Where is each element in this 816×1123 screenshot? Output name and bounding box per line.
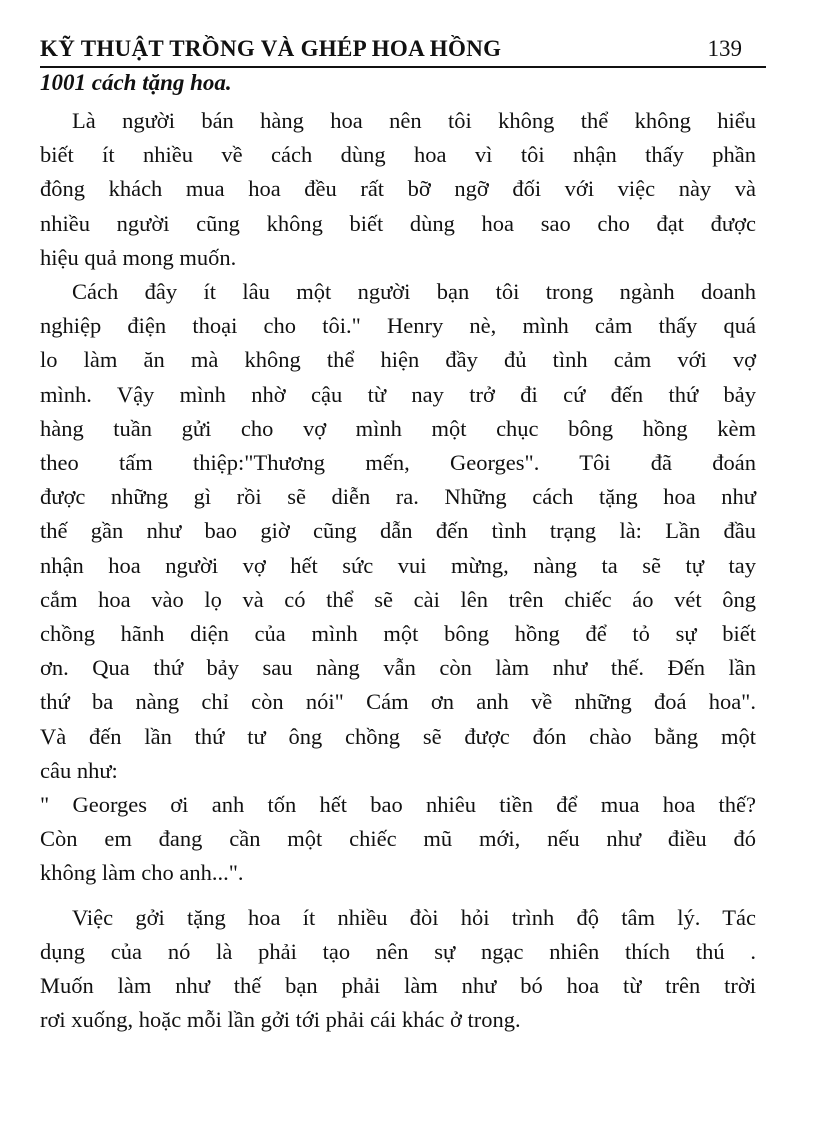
page-header xyxy=(40,30,766,68)
text-line: nghiệp điện thoại cho tôi." Henry nè, mình cảm thấy quá xyxy=(40,313,756,339)
text-line: chồng hãnh diện của mình một bông hồng để tỏ sự biết xyxy=(40,621,756,647)
text-line: lo làm ăn mà không thể hiện đầy đủ tình cảm với vợ xyxy=(40,347,756,373)
text-line: thế gần như bao giờ cũng dẫn đến tình trạng là: Lần đầu xyxy=(40,518,756,544)
text-line: nhiều người cũng không biết dùng hoa sao cho đạt được xyxy=(40,210,756,236)
text-line: nhận hoa người vợ hết sức vui mừng, nàng ta sẽ tự tay xyxy=(40,552,756,578)
text-line: Còn em đang cần một chiếc mũ mới, nếu như điều đó xyxy=(40,826,756,852)
text-line: Muốn làm như thế bạn phải làm như bó hoa từ trên trời xyxy=(40,973,756,999)
text-line: cắm hoa vào lọ và có thể sẽ cài lên trên chiếc áo vét ông xyxy=(40,586,756,612)
text-line: ơn. Qua thứ bảy sau nàng vẫn còn làm như thế. Đến lần xyxy=(40,655,756,681)
text-line: được những gì rồi sẽ diễn ra. Những cách tặng hoa như xyxy=(40,484,756,510)
text-line: biết ít nhiều về cách dùng hoa vì tôi nhận thấy phần xyxy=(40,142,756,168)
text-line: Cách đây ít lâu một người bạn tôi trong ngành doanh xyxy=(72,279,756,305)
text-line: theo tấm thiệp:"Thương mến, Georges". Tôi đã đoán xyxy=(40,450,756,476)
page-number: 139 xyxy=(707,36,742,61)
text-line: thứ ba nàng chỉ còn nói" Cám ơn anh về những đoá hoa". xyxy=(40,689,756,715)
text-line: đông khách mua hoa đều rất bỡ ngỡ đối với việc này và xyxy=(40,176,756,202)
text-line: Là người bán hàng hoa nên tôi không thể không hiểu xyxy=(72,108,756,133)
text-line: dụng của nó là phải tạo nên sự ngạc nhiên thích thú . xyxy=(40,938,756,964)
text-line: rơi xuống, hoặc mỗi lần gởi tới phải cái khác ở trong. xyxy=(40,1007,521,1033)
section-title: 1001 cách tặng hoa. xyxy=(40,70,232,95)
text-line: hàng tuần gửi cho vợ mình một chục bông hồng kèm xyxy=(40,415,756,441)
paragraph-gap xyxy=(40,891,756,901)
text-line: hiệu quả mong muốn. xyxy=(40,244,237,270)
text-line: " Georges ơi anh tốn hết bao nhiêu tiền để mua hoa thế? xyxy=(40,792,756,818)
running-title: KỸ THUẬT TRỒNG VÀ GHÉP HOA HỒNG xyxy=(40,36,502,61)
text-line: không làm cho anh...". xyxy=(40,860,244,886)
text-line: Và đến lần thứ tư ông chồng sẽ được đón chào bằng một xyxy=(40,723,756,749)
body-text xyxy=(40,104,756,1037)
text-line: mình. Vậy mình nhờ cậu từ nay trở đi cứ đến thứ bảy xyxy=(40,381,756,407)
text-line: câu như: xyxy=(40,757,118,783)
text-line: Việc gởi tặng hoa ít nhiều đòi hỏi trình độ tâm lý. Tác xyxy=(72,904,756,930)
